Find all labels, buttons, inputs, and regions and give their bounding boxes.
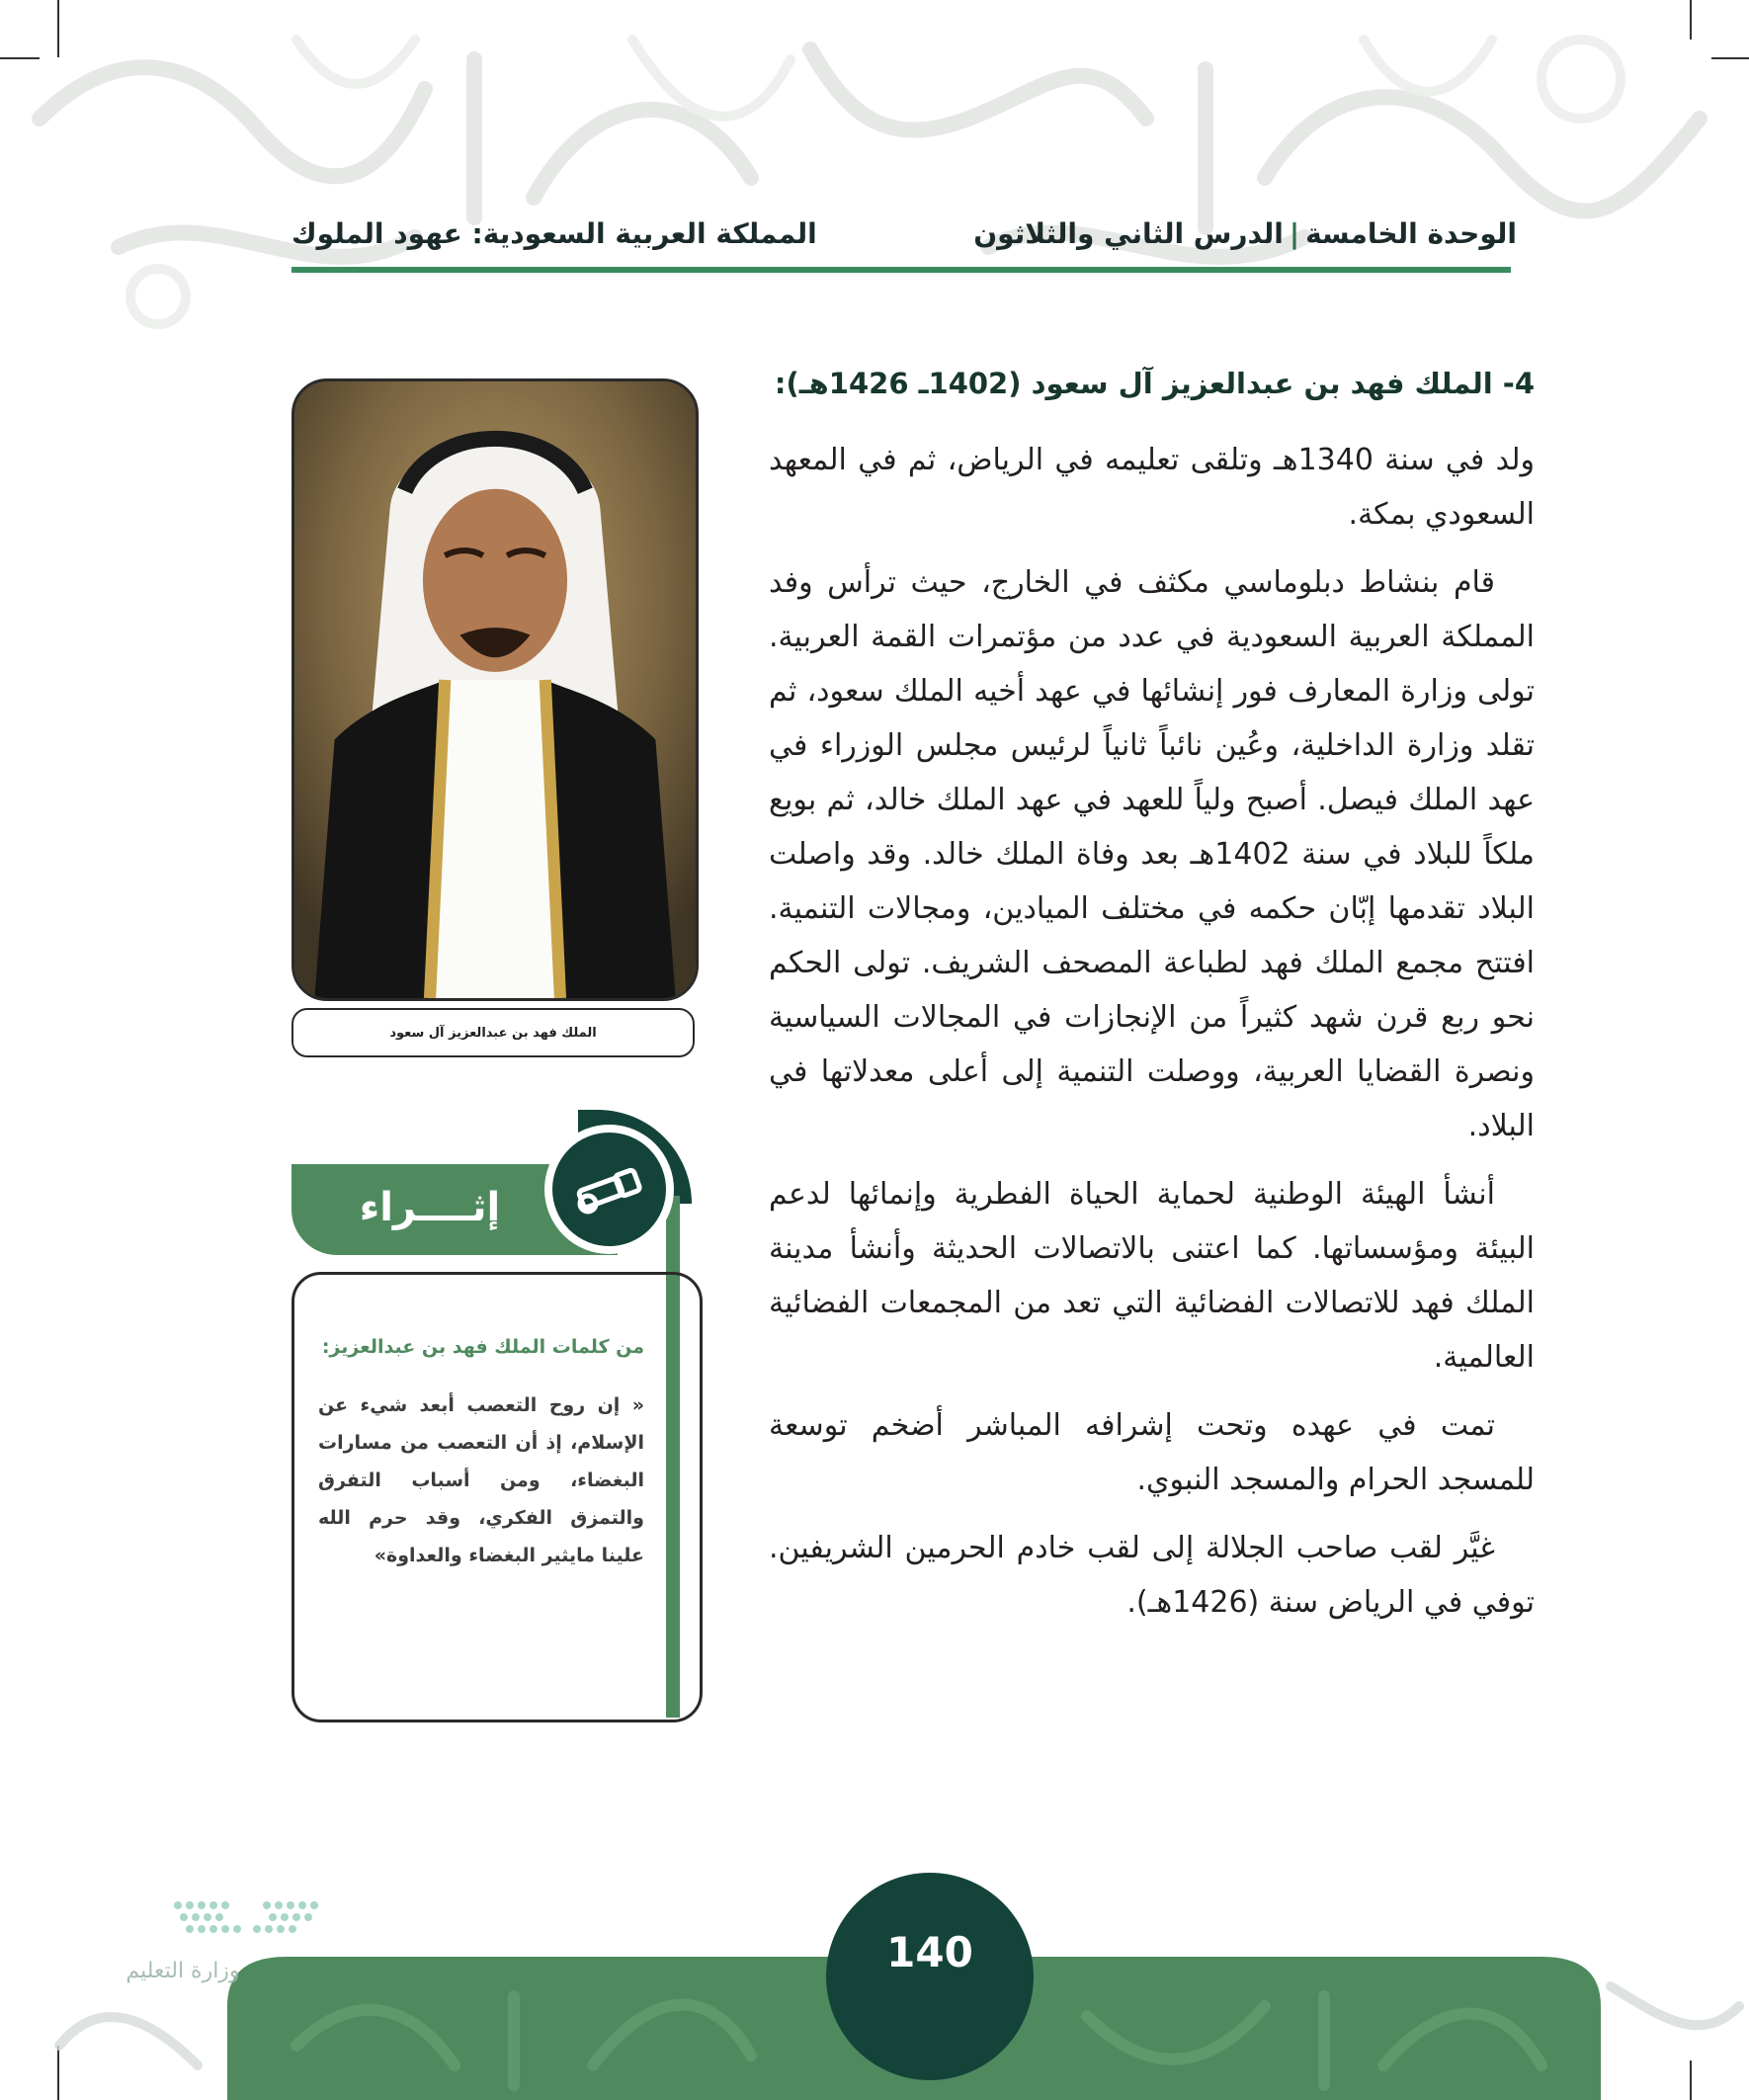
telescope-icon: [544, 1125, 674, 1254]
ministry-logo-icon: [168, 1895, 326, 1941]
unit-lesson-title: [973, 217, 1517, 250]
enrichment-intro: من كلمات الملك فهد بن عبدالعزيز:: [321, 1336, 644, 1358]
paragraph-title-death: غيَّر لقب صاحب الجلالة إلى لقب خادم الحرمين الشريفين. توفي في الرياض سنة (1426هـ).: [769, 1531, 1535, 1620]
header-rule: [292, 267, 1511, 273]
portrait-illustration: [294, 381, 696, 998]
portrait-caption: الملك فهد بن عبدالعزيز آل سعود: [292, 1008, 695, 1057]
header-separator: |: [1289, 216, 1300, 250]
chapter-title: المملكة العربية السعودية: عهود الملوك: [292, 216, 817, 250]
enrichment-body: [318, 1329, 644, 1574]
main-text-column: [769, 356, 1535, 1643]
paragraph-institutions: أنشأ الهيئة الوطنية لحماية الحياة الفطرية وإنمائها لدعم البيئة ومؤسساتها. كما اعتنى بالاتصالات الحديثة وأنشأ مدينة الملك فهد للاتصالات الفضائية التي تعد من المجمعات الفضائية العالمية.: [769, 1177, 1535, 1375]
ministry-name: وزارة التعليم: [125, 1959, 240, 1983]
king-portrait: [292, 378, 699, 1001]
enrichment-quote: « إن روح التعصب أبعد شيء عن الإسلام، إذ أن التعصب من مسارات البغضاء، ومن أسباب التفرق والتمزق الفكري، وقد حرم الله علينا مايثير البغضاء والعداوة»: [318, 1394, 644, 1566]
unit-title: الوحدة الخامسة: [1305, 216, 1517, 250]
paragraph-mosques: تمت في عهده وتحت إشرافه المباشر أضخم توسعة للمسجد الحرام والمسجد النبوي.: [769, 1408, 1535, 1497]
lesson-title: الدرس الثاني والثلاثون: [973, 216, 1284, 250]
page-header: [292, 204, 1517, 263]
paragraph-career: قام بنشاط دبلوماسي مكثف في الخارج، حيث ترأس وفد المملكة العربية السعودية في عدد من مؤتمرات القمة العربية. تولى وزارة المعارف فور إنشائها في عهد أخيه الملك سعود، ثم تقلد وزارة الداخلية، وعُين نائباً ثانياً لرئيس مجلس الوزراء في عهد الملك فيصل. أصبح ولياً للعهد في عهد الملك خالد، ثم بويع ملكاً للبلاد في سنة 1402هـ بعد وفاة الملك خالد. وقد واصلت البلاد تقدمها إبّان حكمه في مختلف الميادين، ومجالات التنمية. افتتح مجمع الملك فهد لطباعة المصحف الشريف. تولى الحكم نحو ربع قرن شهد كثيراً من الإنجازات في المجالات السياسية ونصرة القضايا العربية، ووصلت التنمية إلى أعلى معدلاتها في البلاد.: [769, 565, 1535, 1143]
paragraph-birth: ولد في سنة 1340هـ وتلقى تعليمه في الرياض، ثم في المعهد السعودي بمكة.: [769, 443, 1535, 532]
section-title: 4- الملك فهد بن عبدالعزيز آل سعود (1402ـ 1426هـ):: [774, 367, 1535, 400]
telescope-icon-svg: [570, 1160, 649, 1219]
calligraphy-background: [0, 0, 1749, 336]
enrichment-title: إثــــراء: [359, 1185, 501, 1230]
page-number: 140: [826, 1873, 1034, 2080]
